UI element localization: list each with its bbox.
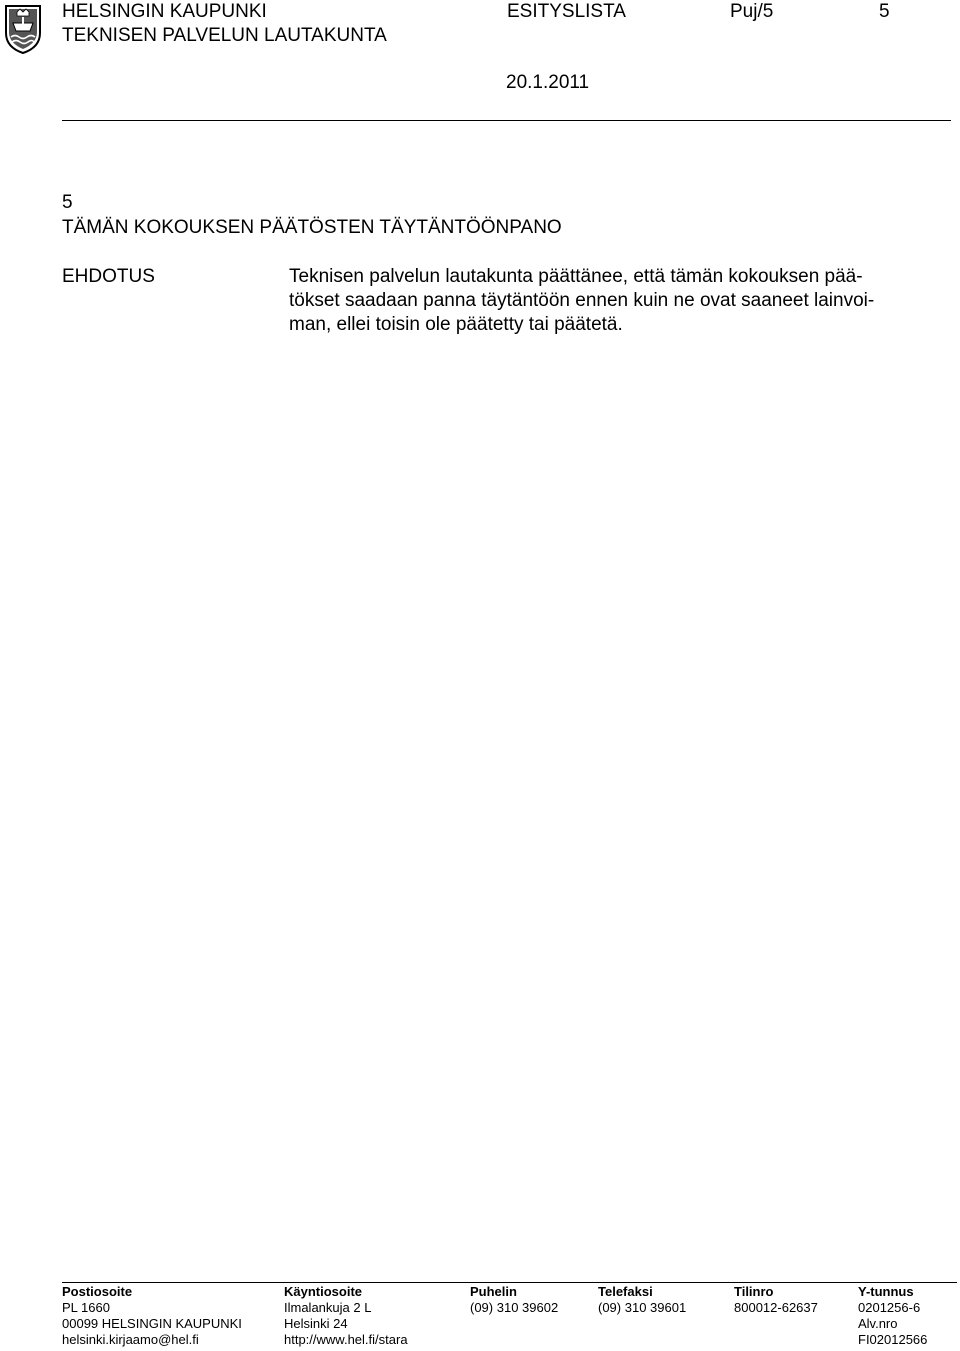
proposal-text <box>289 265 929 337</box>
footer-postal-address <box>62 1284 242 1348</box>
footer-email: helsinki.kirjaamo@hel.fi <box>62 1332 199 1347</box>
section-number: 5 <box>62 192 73 213</box>
section-title: TÄMÄN KOKOUKSEN PÄÄTÖSTEN TÄYTÄNTÖÖNPANO <box>62 217 562 238</box>
proposal-label: EHDOTUS <box>62 266 155 287</box>
footer-value: 800012-62637 <box>734 1300 818 1315</box>
city-name: HELSINGIN KAUPUNKI <box>62 1 267 22</box>
footer-heading: Käyntiosoite <box>284 1284 363 1299</box>
footer-value: FI02012566 <box>858 1332 928 1347</box>
proposal-line: tökset saadaan panna täytäntöön ennen kuin ne ovat saaneet lainvoi- <box>289 290 875 311</box>
proposal-line: man, ellei toisin ole päätetty tai päätetä. <box>289 314 623 335</box>
footer-value: 0201256-6 <box>858 1300 921 1315</box>
header-divider <box>62 120 951 121</box>
document-type: ESITYSLISTA <box>507 1 626 22</box>
footer-divider <box>62 1282 957 1283</box>
helsinki-coat-of-arms-logo <box>3 3 43 55</box>
page-number: 5 <box>879 1 890 22</box>
footer-value: 00099 HELSINGIN KAUPUNKI <box>62 1316 242 1331</box>
footer-fax <box>598 1284 686 1316</box>
footer-website: http://www.hel.fi/stara <box>284 1332 408 1347</box>
footer-heading: Postiosoite <box>62 1284 133 1299</box>
meeting-date: 20.1.2011 <box>506 72 590 93</box>
footer-business-id <box>858 1284 927 1348</box>
footer-value: Alv.nro <box>858 1316 898 1331</box>
proposal-line: Teknisen palvelun lautakunta päättänee, että tämän kokouksen pää- <box>289 266 863 287</box>
footer-account-number <box>734 1284 818 1316</box>
page-reference: Puj/5 <box>730 1 774 22</box>
footer-heading: Puhelin <box>470 1284 517 1299</box>
footer-heading: Telefaksi <box>598 1284 653 1299</box>
footer-heading: Tilinro <box>734 1284 774 1299</box>
footer-value: (09) 310 39602 <box>470 1300 559 1315</box>
footer-value: (09) 310 39601 <box>598 1300 687 1315</box>
footer-heading: Y-tunnus <box>858 1284 914 1299</box>
committee-name: TEKNISEN PALVELUN LAUTAKUNTA <box>62 25 387 46</box>
footer-value: PL 1660 <box>62 1300 110 1315</box>
footer-visiting-address <box>284 1284 408 1348</box>
footer-phone <box>470 1284 558 1316</box>
footer-value: Helsinki 24 <box>284 1316 348 1331</box>
footer-value: Ilmalankuja 2 L <box>284 1300 372 1315</box>
